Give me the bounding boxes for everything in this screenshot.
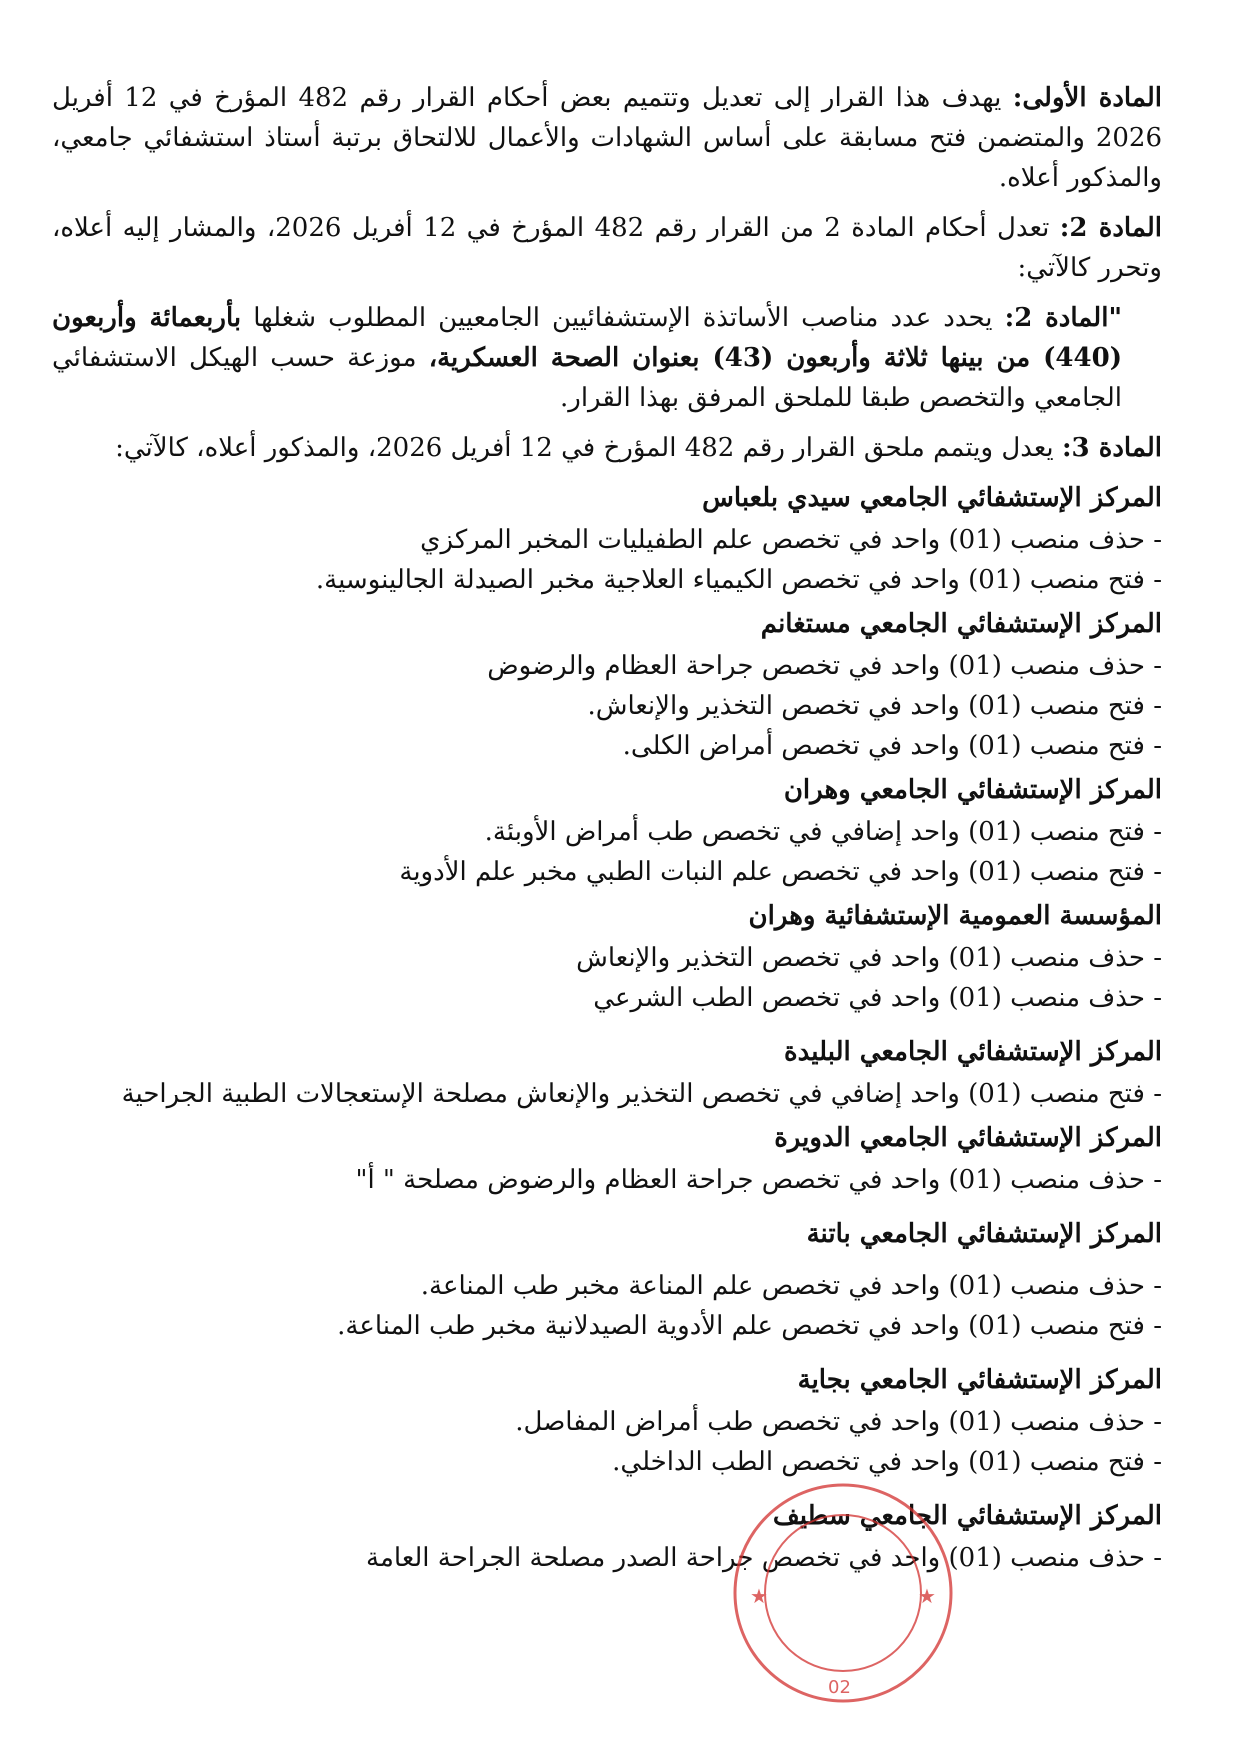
list-item: - فتح منصب (01) واحد إضافي في تخصص التخذير والإنعاش مصلحة الإستعجالات الطبية الجراحية <box>121 1079 1162 1109</box>
list-item: - حذف منصب (01) واحد في تخصص جراحة العظام والرضوض <box>487 651 1162 681</box>
quoted-text-2: موزعة حسب الهيكل الاستشفائي الجامعي والتخصص طبقا للملحق المرفق بهذا القرار. <box>52 343 1122 413</box>
list-item: - فتح منصب (01) واحد في تخصص الكيمياء العلاجية مخبر الصيدلة الجالينوسية. <box>315 565 1162 595</box>
section-heading: المركز الإستشفائي الجامعي البليدة <box>784 1037 1162 1067</box>
stamp-number: 02 <box>828 1677 851 1698</box>
stamp-star-right: ★ <box>918 1584 936 1608</box>
section-heading: المؤسسة العمومية الإستشفائية وهران <box>748 901 1162 931</box>
quoted-bold-count: بأربعمائة وأربعون (440) من بينها ثلاثة وأربعون (43) بعنوان الصحة العسكرية، <box>52 303 1123 373</box>
decree-page <box>52 78 1162 1578</box>
quoted-text-1: يحدد عدد مناصب الأساتذة الإستشفائيين الجامعيين المطلوب شغلها <box>241 303 1005 333</box>
article-3-label: المادة 3: <box>1061 433 1162 463</box>
official-stamp-icon <box>728 1478 958 1708</box>
section-setif <box>52 1496 1162 1578</box>
list-item: - حذف منصب (01) واحد في تخصص علم المناعة مخبر طب المناعة. <box>420 1271 1162 1301</box>
article-2-text: تعدل أحكام المادة 2 من القرار رقم 482 المؤرخ في 12 أفريل 2026، والمشار إليه أعلاه، وتحرر كالآتي: <box>52 213 1162 283</box>
article-2-label: المادة 2: <box>1059 213 1162 243</box>
article-1-text: يهدف هذا القرار إلى تعديل وتتميم بعض أحكام القرار رقم 482 المؤرخ في 12 أفريل 2026 والمتضمن فتح مسابقة على أساس الشهادات والأعمال للالتحاق برتبة أستاذ استشفائي جامعي، والمذكور أعلاه. <box>52 83 1162 193</box>
list-item: - حذف منصب (01) واحد في تخصص الطب الشرعي <box>593 983 1162 1013</box>
article-3-text: يعدل ويتمم ملحق القرار رقم 482 المؤرخ في 12 أفريل 2026، والمذكور أعلاه، كالآتي: <box>115 433 1062 463</box>
section-mostaganem <box>52 604 1162 766</box>
list-item: - فتح منصب (01) واحد في تخصص التخذير والإنعاش. <box>587 691 1162 721</box>
section-heading: المركز الإستشفائي الجامعي بجاية <box>797 1365 1162 1395</box>
section-heading: المركز الإستشفائي الجامعي سطيف <box>772 1501 1162 1531</box>
section-batna <box>52 1214 1162 1346</box>
quoted-label: "المادة 2: <box>1004 303 1122 333</box>
section-heading: المركز الإستشفائي الجامعي وهران <box>783 775 1162 805</box>
section-eph-oran <box>52 896 1162 1018</box>
list-item: - حذف منصب (01) واحد في تخصص علم الطفيليات المخبر المركزي <box>420 525 1162 555</box>
section-heading: المركز الإستشفائي الجامعي باتنة <box>806 1219 1162 1249</box>
article-1-label: المادة الأولى: <box>1012 83 1162 113</box>
list-item: - فتح منصب (01) واحد في تخصص علم الأدوية الصيدلانية مخبر طب المناعة. <box>337 1311 1162 1341</box>
list-item: - حذف منصب (01) واحد في تخصص طب أمراض المفاصل. <box>515 1407 1162 1437</box>
quoted-article-2 <box>52 298 1162 418</box>
list-item: - حذف منصب (01) واحد في تخصص جراحة الصدر مصلحة الجراحة العامة <box>366 1543 1162 1573</box>
section-oran <box>52 770 1162 892</box>
article-3 <box>52 428 1162 468</box>
list-item: - حذف منصب (01) واحد في تخصص جراحة العظام والرضوض مصلحة " أ" <box>355 1165 1162 1195</box>
stamp-inner-ring <box>765 1515 921 1671</box>
article-1 <box>52 78 1162 198</box>
list-item: - فتح منصب (01) واحد في تخصص الطب الداخلي. <box>612 1447 1162 1477</box>
list-item: - فتح منصب (01) واحد في تخصص أمراض الكلى. <box>622 731 1162 761</box>
list-item: - حذف منصب (01) واحد في تخصص التخذير والإنعاش <box>576 943 1162 973</box>
section-heading: المركز الإستشفائي الجامعي الدويرة <box>774 1123 1162 1153</box>
list-item: - فتح منصب (01) واحد في تخصص علم النبات الطبي مخبر علم الأدوية <box>399 857 1162 887</box>
article-2 <box>52 208 1162 288</box>
stamp-star-left: ★ <box>750 1584 768 1608</box>
list-item: - فتح منصب (01) واحد إضافي في تخصص طب أمراض الأوبئة. <box>484 817 1162 847</box>
section-blida <box>52 1032 1162 1114</box>
section-heading: المركز الإستشفائي الجامعي مستغانم <box>760 609 1162 639</box>
section-bejaia <box>52 1360 1162 1482</box>
section-sidi-bel-abbes <box>52 478 1162 600</box>
section-douera <box>52 1118 1162 1200</box>
section-heading: المركز الإستشفائي الجامعي سيدي بلعباس <box>702 483 1162 513</box>
